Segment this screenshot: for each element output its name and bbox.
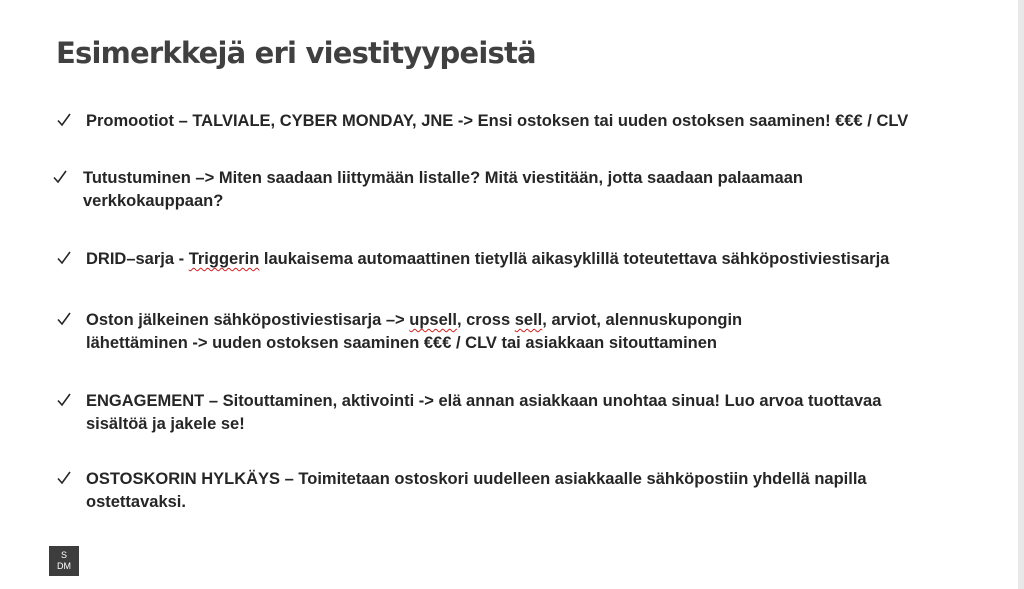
- slide-edge: [1018, 0, 1024, 589]
- checkmark-icon: [57, 392, 71, 408]
- bullet-text: [86, 309, 742, 355]
- bullet-line: lähettäminen -> uuden ostoksen saaminen €€€ / CLV tai asiakkaan sitouttaminen: [86, 334, 718, 352]
- bullet-item-onboarding: [53, 167, 803, 213]
- spellcheck-word: sell: [514, 311, 543, 329]
- bullet-line: verkkokauppaan?: [83, 192, 224, 210]
- bullet-item-post-purchase: [57, 309, 742, 355]
- bullet-line: [86, 309, 742, 332]
- bullet-line: Promootiot – TALVIALE, CYBER MONDAY, JNE -> Ensi ostoksen tai uuden ostoksen saaminen! €€€ / CLV: [86, 112, 909, 130]
- checkmark-icon: [57, 470, 71, 486]
- slide-title: Esimerkkejä eri viestityypeistä: [56, 36, 536, 70]
- bullet-text-suffix: , arviot, alennuskupongin: [542, 311, 743, 329]
- bullet-line: ENGAGEMENT – Sitouttaminen, aktivointi -> elä annan asiakkaan unohtaa sinua! Luo arvoa tuottavaa: [86, 392, 882, 410]
- checkmark-icon: [57, 311, 71, 327]
- bullet-text-prefix: DRID–sarja -: [86, 250, 189, 268]
- bullet-item-engagement: [57, 390, 881, 436]
- sdm-logo: [49, 546, 79, 576]
- bullet-text-mid: , cross: [456, 311, 515, 329]
- bullet-text-prefix: Oston jälkeinen sähköpostiviestisarja –>: [86, 311, 410, 329]
- bullet-text: [86, 468, 867, 514]
- bullet-text-suffix: laukaisema automaattinen tietyllä aikasyklillä toteutettava sähköpostiviestisarja: [259, 250, 890, 268]
- bullet-text: [83, 167, 803, 213]
- bullet-item-drip-series: [57, 248, 889, 271]
- bullet-line: Tutustuminen –> Miten saadaan liittymään listalle? Mitä viestitään, jotta saadaan palaamaan: [83, 169, 803, 187]
- bullet-item-cart-abandonment: [57, 468, 867, 514]
- bullet-text: [86, 110, 908, 133]
- bullet-line: sisältöä ja jakele se!: [86, 415, 245, 433]
- checkmark-icon: [57, 112, 71, 128]
- bullet-text: [86, 390, 881, 436]
- spellcheck-word: upsell: [409, 311, 457, 329]
- logo-line: DM: [57, 561, 71, 571]
- bullet-line: ostettavaksi.: [86, 493, 186, 511]
- bullet-item-promotions: [57, 110, 908, 133]
- logo-line: S: [60, 550, 67, 560]
- checkmark-icon: [53, 169, 67, 185]
- spellcheck-word: Triggerin: [188, 250, 260, 268]
- bullet-text: [86, 248, 889, 271]
- checkmark-icon: [57, 250, 71, 266]
- bullet-line: OSTOSKORIN HYLKÄYS – Toimitetaan ostoskori uudelleen asiakkaalle sähköpostiin yhdellä napilla: [86, 470, 867, 488]
